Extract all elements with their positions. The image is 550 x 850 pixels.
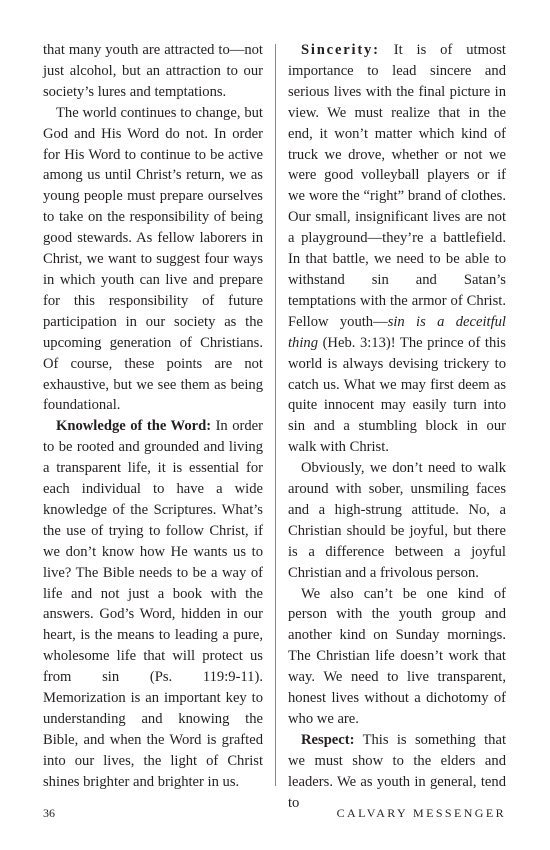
paragraph-sincerity-italic: sin is a deceitful thing <box>288 313 506 351</box>
heading-respect: Respect: <box>301 731 355 748</box>
paragraph-sincerity <box>288 40 506 458</box>
paragraph-sincerity-body-a: It is of utmost importance to lead sincere and serious lives with the final picture in view. We must realize that in the end, it won’t matter which kind of truck we drove, whether or not we were good volleyball players or if we wore the “right” brand of clothes. Our small, insignificant lives are not a playground—they’re a battlefield. In that battle, we need to be able to withstand sin and Satan’s temptations with the armor of Christ. Fellow youth— <box>288 42 506 330</box>
left-column <box>43 40 263 793</box>
paragraph-sincerity-body-b: (Heb. 3:13)! The prince of this world is always devising trickery to catch us. What we may first deem as quite innocent may easily turn into sin and a stumbling block in our walk with Christ. <box>288 334 506 456</box>
running-footer-title: CALVARY MESSENGER <box>336 806 506 820</box>
paragraph-respect-body: This is something that we must show to the elders and leaders. We as youth in general, tend to <box>288 731 506 811</box>
paragraph-continued: that many youth are attracted to—not just alcohol, but an attraction to our society’s lures and temptations. <box>43 42 263 100</box>
paragraph-transparent: We also can’t be one kind of person with the youth group and another kind on Sunday mornings. The Christian life doesn’t work that way. We need to live transparent, honest lives without a dichotomy of who we are. <box>288 585 506 727</box>
paragraph-knowledge-of-word <box>43 416 263 792</box>
page-number: 36 <box>43 806 55 820</box>
paragraph-world-changes: The world continues to change, but God and His Word do not. In order for His Word to continue to be active among us until Christ’s return, we as young people must prepare ourselves to take on the responsibility of being good stewards. As fellow laborers in Christ, we want to suggest four ways in which youth can live and prepare for this responsibility of future participation in our society as the upcoming generation of Christians. Of course, these points are not exhaustive, but we see them as being foundational. <box>43 104 263 414</box>
paragraph-respect <box>288 730 506 814</box>
column-divider <box>275 44 276 786</box>
heading-knowledge-of-word: Knowledge of the Word: <box>56 418 212 435</box>
paragraph-joyful: Obviously, we don’t need to walk around with sober, unsmiling faces and a high-strung attitude. No, a Christian should be joyful, but there is a difference between a joyful Christian and a frivolous person. <box>288 460 506 581</box>
heading-sincerity: Sincerity: <box>301 42 380 58</box>
paragraph-knowledge-body: In order to be rooted and grounded and living a transparent life, it is essential for each individual to have a wide knowledge of the Scriptures. What’s the use of trying to follow Christ, if we don’t know how He wants us to live? The Bible needs to be a way of life and not just a book with the answers. God’s Word, hidden in our heart, is the means to leading a pure, wholesome life that will protect us from sin (Ps. 119:9-11). Memorization is an important key to understanding and knowing the Bible, and when the Word is grafted into our lives, the light of Christ shines brighter and brighter in us. <box>43 418 263 790</box>
right-column <box>288 40 506 814</box>
